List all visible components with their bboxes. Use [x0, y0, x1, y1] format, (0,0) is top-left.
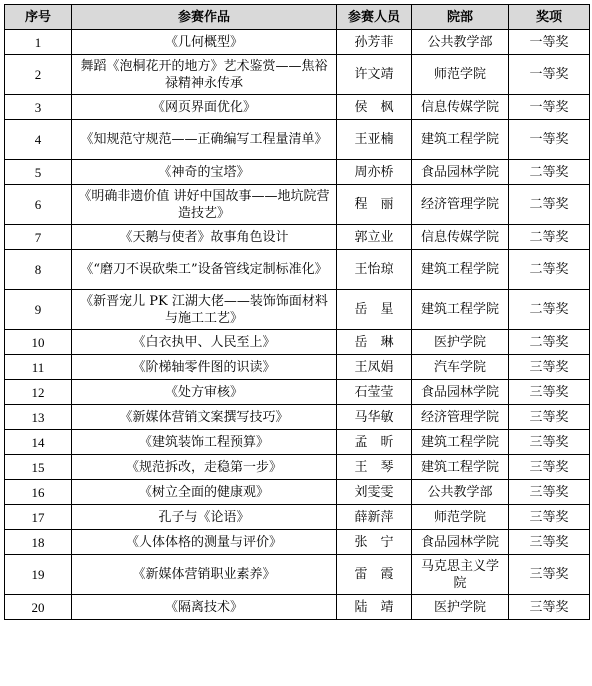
cell-work: 《神奇的宝塔》 [72, 160, 337, 185]
cell-participant: 岳 琳 [337, 330, 412, 355]
cell-department: 建筑工程学院 [412, 120, 509, 160]
awards-table [4, 4, 590, 620]
cell-participant: 王 琴 [337, 455, 412, 480]
cell-number: 9 [5, 290, 72, 330]
cell-work: 舞蹈《泡桐花开的地方》艺术鉴赏——焦裕禄精神永传承 [72, 55, 337, 95]
cell-department: 信息传媒学院 [412, 95, 509, 120]
cell-award: 三等奖 [509, 405, 590, 430]
cell-department: 经济管理学院 [412, 405, 509, 430]
cell-number: 1 [5, 30, 72, 55]
table-row [5, 330, 590, 355]
cell-department: 建筑工程学院 [412, 250, 509, 290]
cell-work: 《天鹅与使者》故事角色设计 [72, 225, 337, 250]
cell-number: 13 [5, 405, 72, 430]
cell-participant: 马华敏 [337, 405, 412, 430]
cell-work: 《几何概型》 [72, 30, 337, 55]
cell-department: 建筑工程学院 [412, 430, 509, 455]
cell-department: 食品园林学院 [412, 380, 509, 405]
table-row [5, 160, 590, 185]
cell-participant: 陆 靖 [337, 595, 412, 620]
cell-work: 《规范拆改，走稳第一步》 [72, 455, 337, 480]
cell-work: 《知规范守规范——正确编写工程量清单》 [72, 120, 337, 160]
table-row [5, 185, 590, 225]
cell-participant: 孙芳菲 [337, 30, 412, 55]
cell-award: 二等奖 [509, 330, 590, 355]
cell-participant: 程 丽 [337, 185, 412, 225]
table-row [5, 290, 590, 330]
cell-number: 4 [5, 120, 72, 160]
header-work: 参赛作品 [72, 5, 337, 30]
cell-department: 医护学院 [412, 330, 509, 355]
cell-award: 一等奖 [509, 120, 590, 160]
cell-number: 16 [5, 480, 72, 505]
cell-department: 马克思主义学院 [412, 555, 509, 595]
cell-number: 5 [5, 160, 72, 185]
cell-participant: 王凤娟 [337, 355, 412, 380]
cell-department: 公共教学部 [412, 30, 509, 55]
cell-department: 食品园林学院 [412, 530, 509, 555]
cell-award: 三等奖 [509, 505, 590, 530]
cell-number: 15 [5, 455, 72, 480]
cell-award: 三等奖 [509, 455, 590, 480]
cell-department: 经济管理学院 [412, 185, 509, 225]
table-row [5, 430, 590, 455]
table-row [5, 480, 590, 505]
cell-participant: 王怡琼 [337, 250, 412, 290]
cell-number: 12 [5, 380, 72, 405]
cell-award: 三等奖 [509, 530, 590, 555]
header-department: 院部 [412, 5, 509, 30]
cell-department: 公共教学部 [412, 480, 509, 505]
cell-participant: 许文靖 [337, 55, 412, 95]
cell-number: 3 [5, 95, 72, 120]
cell-work: 《人体体格的测量与评价》 [72, 530, 337, 555]
cell-award: 一等奖 [509, 55, 590, 95]
cell-number: 18 [5, 530, 72, 555]
cell-department: 建筑工程学院 [412, 290, 509, 330]
cell-participant: 周亦桥 [337, 160, 412, 185]
cell-department: 建筑工程学院 [412, 455, 509, 480]
table-row [5, 455, 590, 480]
table-row [5, 30, 590, 55]
table-row [5, 405, 590, 430]
cell-number: 2 [5, 55, 72, 95]
cell-number: 11 [5, 355, 72, 380]
cell-department: 师范学院 [412, 55, 509, 95]
cell-number: 10 [5, 330, 72, 355]
header-award: 奖项 [509, 5, 590, 30]
cell-department: 信息传媒学院 [412, 225, 509, 250]
table-row [5, 595, 590, 620]
table-row [5, 555, 590, 595]
cell-award: 一等奖 [509, 30, 590, 55]
table-row [5, 95, 590, 120]
cell-award: 三等奖 [509, 480, 590, 505]
cell-work: 《“磨刀不误砍柴工”设备管线定制标准化》 [72, 250, 337, 290]
cell-award: 一等奖 [509, 95, 590, 120]
cell-participant: 雷 霞 [337, 555, 412, 595]
cell-participant: 石莹莹 [337, 380, 412, 405]
cell-award: 三等奖 [509, 595, 590, 620]
cell-department: 医护学院 [412, 595, 509, 620]
cell-work: 《处方审核》 [72, 380, 337, 405]
cell-work: 《新媒体营销职业素养》 [72, 555, 337, 595]
cell-award: 二等奖 [509, 250, 590, 290]
table-row [5, 380, 590, 405]
header-number: 序号 [5, 5, 72, 30]
cell-number: 7 [5, 225, 72, 250]
cell-award: 三等奖 [509, 355, 590, 380]
cell-award: 二等奖 [509, 185, 590, 225]
table-row [5, 355, 590, 380]
cell-work: 《明确非遗价值 讲好中国故事——地坑院营造技艺》 [72, 185, 337, 225]
cell-participant: 薛新萍 [337, 505, 412, 530]
cell-number: 8 [5, 250, 72, 290]
cell-number: 17 [5, 505, 72, 530]
cell-award: 三等奖 [509, 380, 590, 405]
cell-work: 《网页界面优化》 [72, 95, 337, 120]
cell-participant: 刘雯雯 [337, 480, 412, 505]
cell-number: 20 [5, 595, 72, 620]
cell-work: 《新媒体营销文案撰写技巧》 [72, 405, 337, 430]
cell-award: 三等奖 [509, 555, 590, 595]
cell-department: 食品园林学院 [412, 160, 509, 185]
cell-participant: 王亚楠 [337, 120, 412, 160]
cell-department: 汽车学院 [412, 355, 509, 380]
cell-number: 6 [5, 185, 72, 225]
cell-participant: 张 宁 [337, 530, 412, 555]
table-row [5, 225, 590, 250]
cell-participant: 郭立业 [337, 225, 412, 250]
table-body [5, 30, 590, 620]
cell-work: 《新晋宠儿 PK 江湖大佬——装饰饰面材料与施工工艺》 [72, 290, 337, 330]
cell-participant: 岳 星 [337, 290, 412, 330]
cell-number: 19 [5, 555, 72, 595]
table-header-row [5, 5, 590, 30]
cell-work: 《隔离技术》 [72, 595, 337, 620]
header-participant: 参赛人员 [337, 5, 412, 30]
table-row [5, 55, 590, 95]
cell-award: 二等奖 [509, 160, 590, 185]
cell-award: 二等奖 [509, 225, 590, 250]
cell-department: 师范学院 [412, 505, 509, 530]
table-row [5, 530, 590, 555]
cell-number: 14 [5, 430, 72, 455]
cell-work: 《白衣执甲、人民至上》 [72, 330, 337, 355]
cell-award: 三等奖 [509, 430, 590, 455]
table-row [5, 505, 590, 530]
cell-award: 二等奖 [509, 290, 590, 330]
cell-work: 《树立全面的健康观》 [72, 480, 337, 505]
cell-participant: 孟 昕 [337, 430, 412, 455]
table-row [5, 250, 590, 290]
table-row [5, 120, 590, 160]
cell-work: 孔子与《论语》 [72, 505, 337, 530]
cell-work: 《建筑装饰工程预算》 [72, 430, 337, 455]
cell-work: 《阶梯轴零件图的识读》 [72, 355, 337, 380]
cell-participant: 侯 枫 [337, 95, 412, 120]
